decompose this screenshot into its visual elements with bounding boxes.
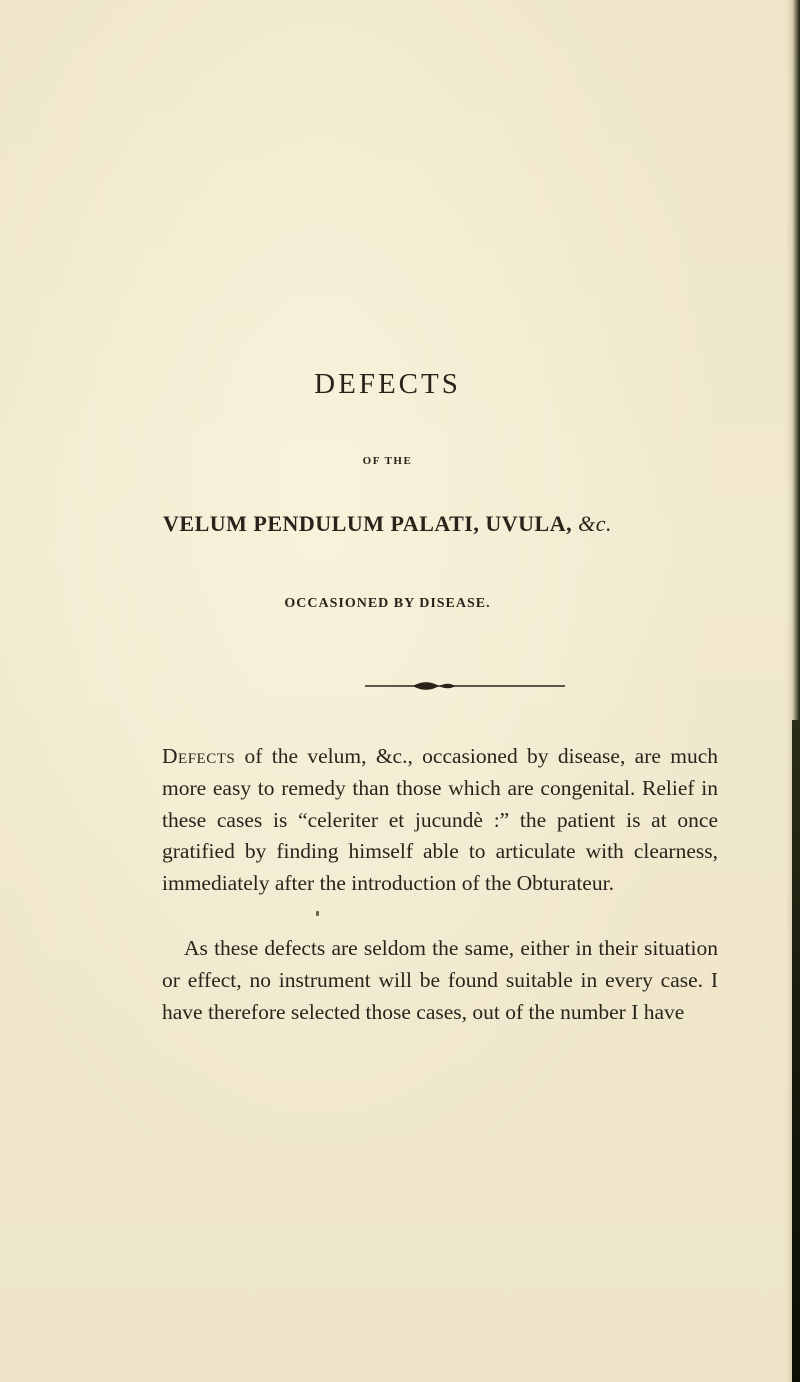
chapter-qualifier: OCCASIONED BY DISEASE. [284,596,491,611]
paragraph-lead: Defects [162,744,236,768]
dash-ornament-icon [365,678,565,694]
chapter-subtitle [0,511,775,537]
title-connector: OF THE [362,455,413,467]
paragraph-1 [162,741,718,900]
paragraph-1-text: of the velum, &c., occasioned by disease, are much more easy to remedy than those which are congenital. Relief in these cases is “celeriter et jucundè :” the patient is at once gratified by finding himself able to articulate with clearness, immediately after the introduction of the Obturateur. [162,744,718,896]
ink-speck [316,911,319,916]
subtitle-main: VELUM PENDULUM PALATI, UVULA, [163,511,573,536]
paragraph-2: As these defects are seldom the same, either in their situation or effect, no instrument will be found suitable in every case. I have therefore selected those cases, out of the number I have [162,936,718,1024]
chapter-title: DEFECTS [314,368,461,400]
subtitle-etc: &c. [572,511,612,536]
page-edge-binding [792,720,800,1382]
